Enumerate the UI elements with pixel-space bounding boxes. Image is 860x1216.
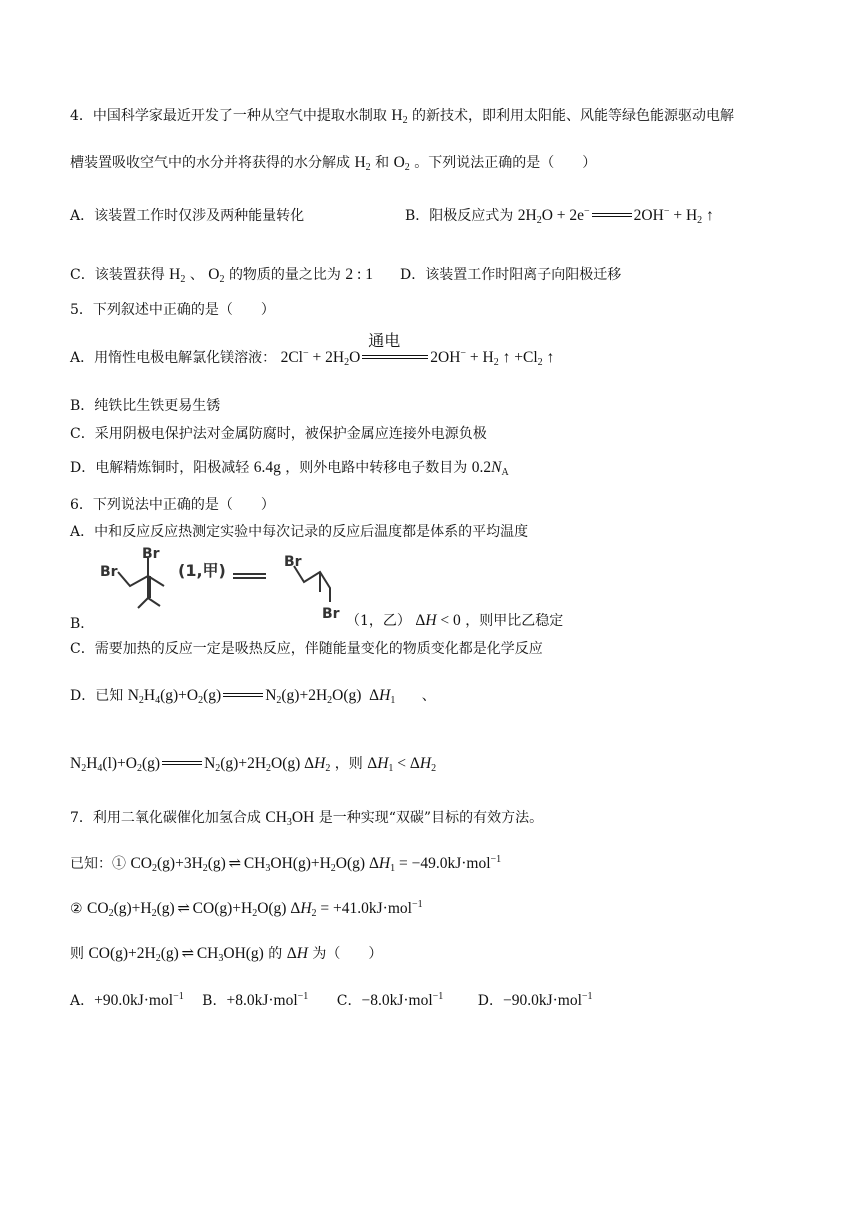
q7-option-a: A．+90.0kJ·mol$^{-1}$ <box>70 991 184 1009</box>
q4-option-b: B．阳极反应式为 $2H_2O + 2e^-$ $2OH^- + H_2$ ↑ <box>405 206 714 226</box>
structure-jia-label: (1,甲) <box>178 561 226 580</box>
q5-option-c: C．采用阴极电保护法对金属防腐时，被保护金属应连接外电源负极 <box>70 426 487 442</box>
q5-stem: 5．下列叙述中正确的是（ ） <box>70 302 275 318</box>
svg-text:Br: Br <box>322 606 340 622</box>
q5-option-d: D．电解精炼铜时，阳极减轻 6.4g ，则外电路中转移电子数目为 $0.2N_A$ <box>70 459 509 478</box>
q7-stem: 7．利用二氧化碳催化加氢合成 $CH_3OH$ 是一种实现“双碳”目标的有效方法。 <box>70 809 544 828</box>
q6-option-d-line2: $N_2H_4(l)+O_2(g)$ $N_2(g)+2H_2O(g)$ $\Delta H_2$ ，则 $\Delta H_1 < \Delta H_2$ <box>70 755 437 774</box>
q7-option-d: D．−90.0kJ·mol$^{-1}$ <box>477 991 593 1009</box>
q7-known-reaction-1: 已知：① $CO_2(g)+3H_2(g)$ ⇌ $CH_3OH(g)+H_2O(g) \Delta H_1 = -49.0kJ\cdot mol^{-1}$ <box>70 854 502 874</box>
q5-option-b: B．纯铁比生铁更易生锈 <box>70 398 221 414</box>
q6-option-d: D．已知 $N_2H_4(g)+O_2(g)$ $N_2(g)+2H_2O(g)$ $\Delta H_1$ 、 <box>70 687 436 706</box>
q6-option-c: C．需要加热的反应一定是吸热反应，伴随能量变化的物质变化都是化学反应 <box>70 641 543 657</box>
q5-option-a: A．用惰性电极电解氯化镁溶液： $2Cl^- + 2H_2O$ 通电 $2OH^- + H_2$ ↑ $+Cl_2$ ↑ <box>70 331 555 368</box>
isomerization-structure-image <box>98 546 358 622</box>
q6-option-b-tail: （1，乙） ΔH < 0 ，则甲比乙稳定 <box>346 612 564 629</box>
svg-text:Br: Br <box>284 554 302 570</box>
q4-stem-text: 4．中国科学家最近开发了一种从空气中提取水制取 <box>70 108 387 124</box>
q7-known-reaction-2: ② $CO_2(g)+H_2(g)$ ⇌ $CO(g)+H_2O(g) \Delta H_2 = +41.0kJ\cdot mol^{-1}$ <box>70 899 423 919</box>
q4-option-a: A．该装置工作时仅涉及两种能量转化 <box>70 208 305 224</box>
svg-text:Br: Br <box>100 564 118 580</box>
q7-options <box>70 990 593 1012</box>
q6-option-b: B． <box>70 616 95 632</box>
q4-option-d: D．该装置工作时阳离子向阳极迁移 <box>400 267 622 283</box>
q6-stem: 6．下列说法中正确的是（ ） <box>70 497 275 513</box>
q6-option-a: A．中和反应反应热测定实验中每次记录的反应后温度都是体系的平均温度 <box>70 524 529 540</box>
q4-stem-line1: 4．中国科学家最近开发了一种从空气中提取水制取 $H_2$ 的新技术，即利用太阳能、风能等绿色能源驱动电解 <box>70 107 735 126</box>
svg-text:Br: Br <box>142 546 160 562</box>
q7-option-b: B．+8.0kJ·mol$^{-1}$ <box>202 991 309 1009</box>
q4-stem-text: 的新技术，即利用太阳能、风能等绿色能源驱动电解 <box>412 108 735 124</box>
electrolysis-condition: 通电 <box>368 331 401 351</box>
q7-question: 则 $CO(g)+2H_2(g)$ ⇌ $CH_3OH(g)$ 的 ΔH 为（ ） <box>70 945 383 964</box>
q4-stem-line2: 槽装置吸收空气中的水分并将获得的水分解成 $H_2$ 和 $O_2$ 。下列说法正确的是（ ） <box>70 154 597 173</box>
q7-option-c: C．−8.0kJ·mol$^{-1}$ <box>336 991 444 1009</box>
q4-stem-text: 槽装置吸收空气中的水分并将获得的水分解成 <box>70 155 350 171</box>
q4-option-c: C．该装置获得 $H_2$ 、 $O_2$ 的物质的量之比为 2 : 1 <box>70 266 373 285</box>
